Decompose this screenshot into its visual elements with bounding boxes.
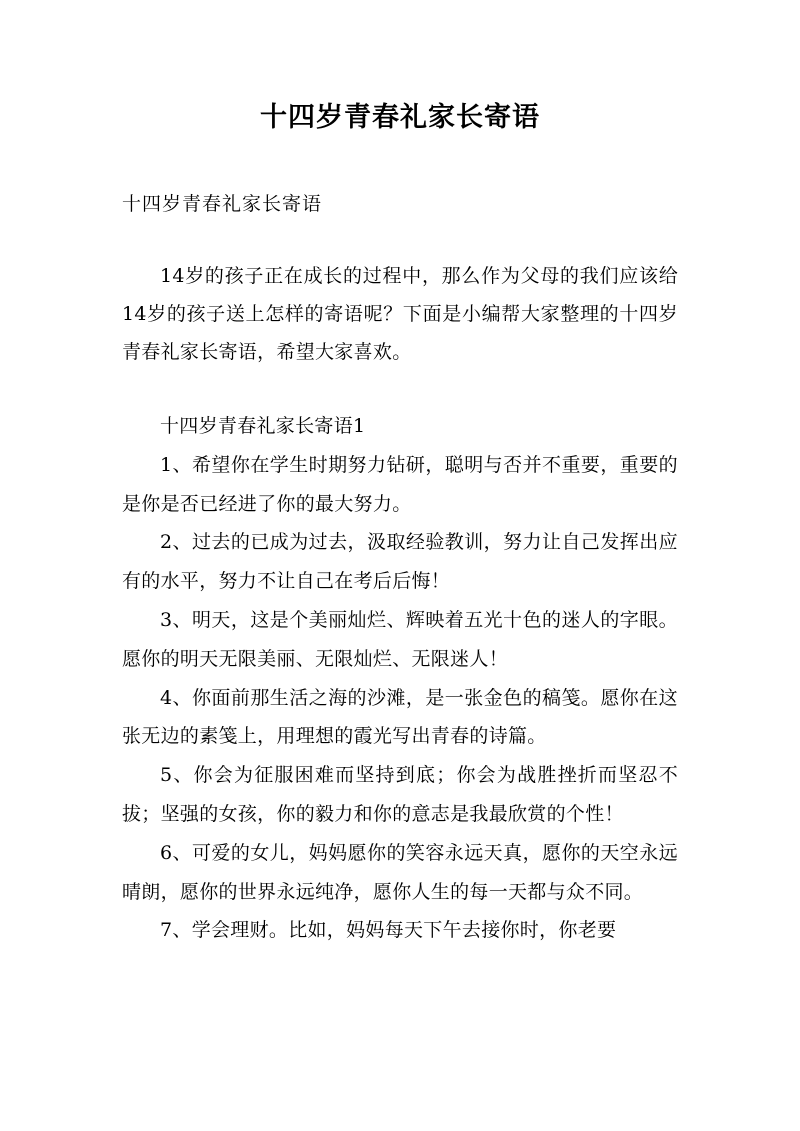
list-item: 6、可爱的女儿，妈妈愿你的笑容永远天真，愿你的天空永远晴朗，愿你的世界永远纯净，愿你人生的每一天都与众不同。 <box>122 841 678 903</box>
list-item: 7、学会理财。比如，妈妈每天下午去接你时，你老要 <box>160 919 617 942</box>
list-item: 4、你面前那生活之海的沙滩，是一张金色的稿笺。愿你在这张无边的素笺上，用理想的霞光写出青春的诗篇。 <box>122 686 678 748</box>
document-subtitle: 十四岁青春礼家长寄语 <box>122 193 323 215</box>
list-item: 3、明天，这是个美丽灿烂、辉映着五光十色的迷人的字眼。愿你的明天无限美丽、无限灿烂、无限迷人！ <box>122 608 678 670</box>
list-item: 5、你会为征服困难而坚持到底；你会为战胜挫折而坚忍不拔；坚强的女孩，你的毅力和你的意志是我最欣赏的个性！ <box>122 764 678 825</box>
section-heading: 十四岁青春礼家长寄语1 <box>160 415 366 437</box>
list-item: 2、过去的已成为过去，汲取经验教训，努力让自己发挥出应有的水平，努力不让自己在考后后悔！ <box>122 531 678 593</box>
intro-paragraph: 14岁的孩子正在成长的过程中，那么作为父母的我们应该给14岁的孩子送上怎样的寄语呢？下面是小编帮大家整理的十四岁青春礼家长寄语，希望大家喜欢。 <box>122 265 678 363</box>
document-body <box>122 257 678 950</box>
page-title: 十四岁青春礼家长寄语 <box>260 102 540 133</box>
list-item: 1、希望你在学生时期努力钻研，聪明与否并不重要，重要的是你是否已经进了你的最大努力。 <box>122 453 678 515</box>
paragraph-spacer <box>122 371 678 407</box>
